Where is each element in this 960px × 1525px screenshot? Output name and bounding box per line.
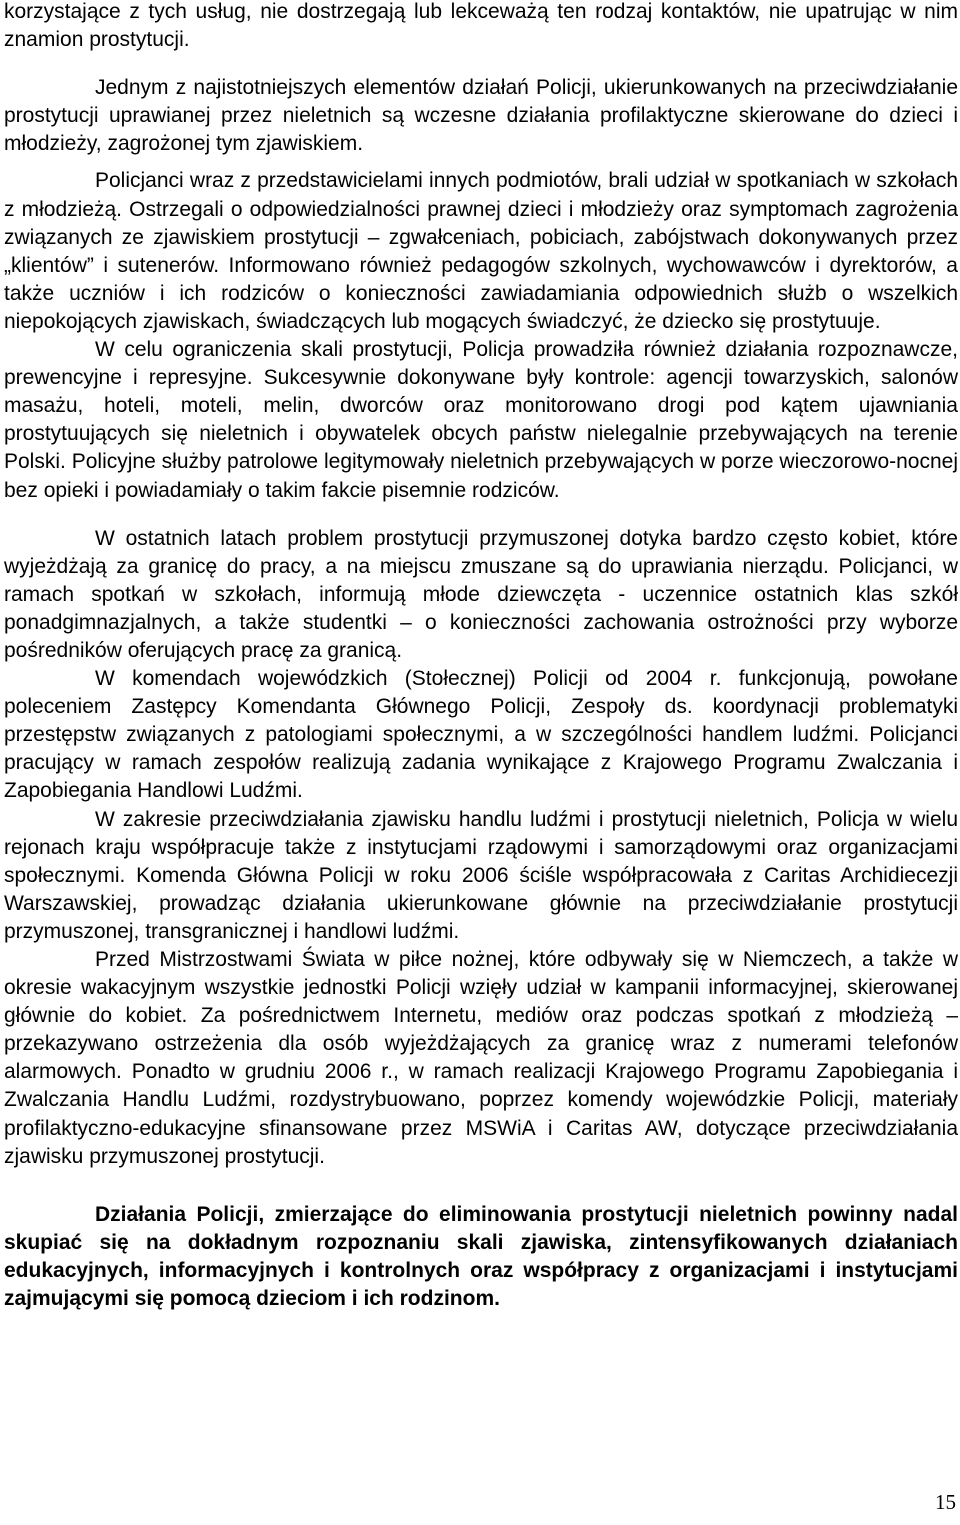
page-number: 15 [935,1490,956,1514]
paragraph-school-meetings: Policjanci wraz z przedstawicielami innych podmiotów, brali udział w spotkaniach w szkołach z młodzieżą. Ostrzegali o odpowiedzialności prawnej dzieci i młodzieży oraz symptomach zagrożenia związanych ze zjawiskiem prostytucji – zgwałceniach, pobiciach, zabójstwach dokonywanych przez „klientów” i sutenerów. Informowano również pedagogów szkolnych, wychowawców i dyrektorów, a także uczniów i ich rodziców o konieczności zawiadamiania odpowiednich służb o wszelkich niepokojących zjawiskach, świadczących lub mogących świadczyć, że dziecko się prostytuuje. [4,169,958,333]
paragraph-continuation: korzystające z tych usług, nie dostrzegają lub lekceważą ten rodzaj kontaktów, nie upatrując w nim znamion prostytucji. [4,0,958,52]
paragraph-regional-teams: W komendach wojewódzkich (Stołecznej) Policji od 2004 r. funkcjonują, powołane poleceniem Zastępcy Komendanta Głównego Policji, Zespoły ds. koordynacji problematyki przestępstw związanych z patologiami społecznymi, a w szczególności handlem ludźmi. Policjanci pracujący w ramach zespołów realizują zadania wynikające z Krajowego Programu Zwalczania i Zapobiegania Handlowi Ludźmi. [4,667,958,803]
paragraph-information-campaign: Przed Mistrzostwami Świata w piłce nożnej, które odbywały się w Niemczech, a także w okresie wakacyjnym wszystkie jednostki Policji wzięły udział w kampanii informacyjnej, skierowanej głównie do kobiet. Za pośrednictwem Internetu, mediów oraz podczas spotkań z młodzieżą – przekazywano ostrzeżenia dla osób wyjeżdżających za granicę wraz z numerami telefonów alarmowych. Ponadto w grudniu 2006 r., w ramach realizacji Krajowego Programu Zapobiegania i Zwalczania Handlu Ludźmi, rozdystrybuowano, poprzez komendy wojewódzkie Policji, materiały profilaktyczno-edukacyjne sfinansowane przez MSWiA i Caritas AW, dotyczące przeciwdziałania zjawisku przymuszonej prostytucji. [4,948,958,1168]
paragraph-police-actions: W celu ograniczenia skali prostytucji, Policja prowadziła również działania rozpoznawcze, prewencyjne i represyjne. Sukcesywnie dokonywane były kontrole: agencji towarzyskich, salonów masażu, hoteli, moteli, melin, dworców oraz monitorowano drogi pod kątem ujawniania prostytuujących się nieletnich i obywatelek obcych państw nielegalnie przebywających na terenie Polski. Policyjne służby patrolowe legitymowały nieletnich przebywających w porze wieczorowo-nocnej bez opieki i powiadamiały o takim fakcie pisemnie rodziców. [4,338,958,502]
paragraph-prevention: Jednym z najistotniejszych elementów działań Policji, ukierunkowanych na przeciwdziałanie prostytucji uprawianej przez nieletnich są wczesne działania profilaktyczne skierowane do dzieci i młodzieży, zagrożonej tym zjawiskiem. [4,76,958,156]
paragraph-forced-prostitution: W ostatnich latach problem prostytucji przymuszonej dotyka bardzo często kobiet, które wyjeżdżają za granicę do pracy, a na miejscu zmuszane są do uprawiania nierządu. Policjanci, w ramach spotkań w szkołach, informują młode dziewczęta - uczennice ostatnich klas szkół ponadgimnazjalnych, a także studentki – o konieczności zachowania ostrożności przy wyborze pośredników oferujących pracę za granicą. [4,526,958,662]
paragraph-cooperation: W zakresie przeciwdziałania zjawisku handlu ludźmi i prostytucji nieletnich, Policja w wielu rejonach kraju współpracuje także z instytucjami rządowymi i samorządowymi oraz organizacjami społecznymi. Komenda Główna Policji w roku 2006 ściśle współpracowała z Caritas Archidiecezji Warszawskiej, prowadząc działania ukierunkowane głównie na przeciwdziałanie prostytucji przymuszonej, transgranicznej i handlowi ludźmi. [4,807,958,943]
paragraph-conclusion: Działania Policji, zmierzające do eliminowania prostytucji nieletnich powinny nadal skupiać się na dokładnym rozpoznaniu skali zjawiska, zintensyfikowanych działaniach edukacyjnych, informacyjnych i kontrolnych oraz współpracy z organizacjami i instytucjami zajmującymi się pomocą dzieciom i ich rodzinom. [4,1202,958,1311]
document-page [4,0,958,1313]
